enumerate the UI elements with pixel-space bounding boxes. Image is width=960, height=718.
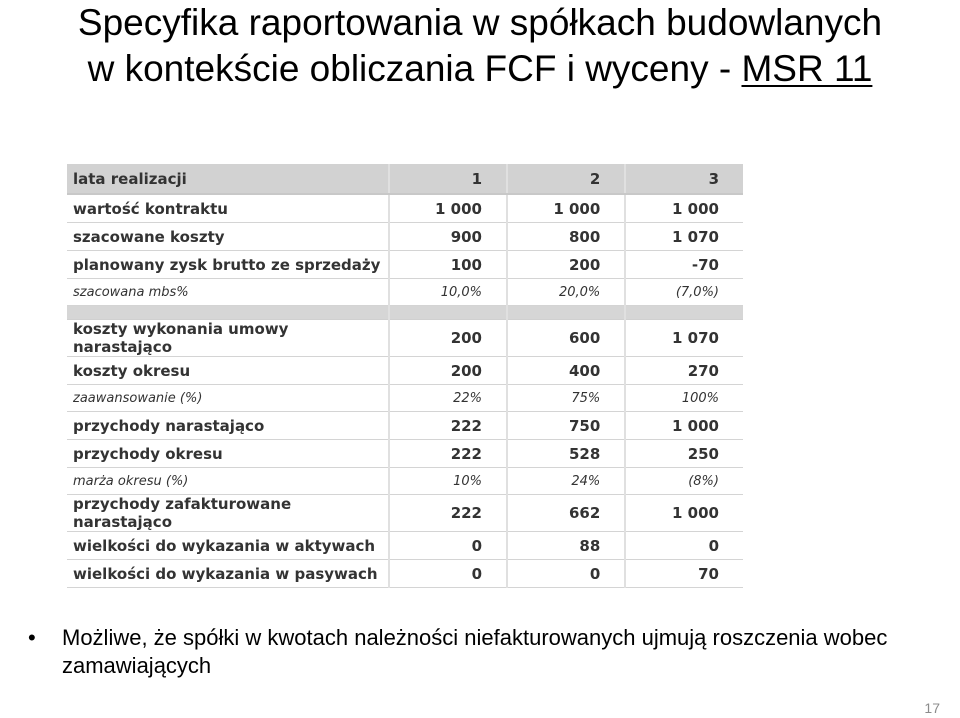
row-value: 1 000 <box>625 495 743 532</box>
row-value: 0 <box>389 560 507 588</box>
row-value: (8%) <box>625 468 743 495</box>
row-value: 1 070 <box>625 223 743 251</box>
row-value: 1 070 <box>625 320 743 357</box>
row-value: 0 <box>625 532 743 560</box>
row-value: 222 <box>389 412 507 440</box>
row-value: 200 <box>389 320 507 357</box>
row-value: 528 <box>507 440 625 468</box>
table-row <box>67 412 743 440</box>
row-label: wielkości do wykazania w pasywach <box>67 560 389 588</box>
title-line-2-prefix: w kontekście obliczania FCF i wyceny - <box>87 48 732 89</box>
row-value: 0 <box>389 532 507 560</box>
row-label: przychody narastająco <box>67 412 389 440</box>
table-row <box>67 223 743 251</box>
table-row <box>67 495 743 532</box>
row-label: przychody zafakturowane narastająco <box>67 495 389 532</box>
row-value: 200 <box>507 251 625 279</box>
row-value: 10% <box>389 468 507 495</box>
header-cell: 3 <box>625 164 743 194</box>
table-row <box>67 385 743 412</box>
row-label: przychody okresu <box>67 440 389 468</box>
row-value: 1 000 <box>389 194 507 223</box>
table-row <box>67 194 743 223</box>
header-cell: 1 <box>389 164 507 194</box>
row-value: -70 <box>625 251 743 279</box>
table-separator <box>67 306 743 320</box>
row-value: 750 <box>507 412 625 440</box>
title-line-1: Specyfika raportowania w spółkach budowlanych <box>77 2 883 43</box>
page-number: 17 <box>924 700 940 716</box>
table-header-row <box>67 164 743 194</box>
table-row <box>67 440 743 468</box>
header-cell: lata realizacji <box>67 164 389 194</box>
title-line-2 <box>0 46 960 92</box>
row-value: 20,0% <box>507 279 625 306</box>
table-row <box>67 560 743 588</box>
row-value: 222 <box>389 495 507 532</box>
table-row <box>67 357 743 385</box>
row-value: 88 <box>507 532 625 560</box>
row-label: zaawansowanie (%) <box>67 385 389 412</box>
row-value: 662 <box>507 495 625 532</box>
table-row <box>67 468 743 495</box>
row-label: wartość kontraktu <box>67 194 389 223</box>
row-label: marża okresu (%) <box>67 468 389 495</box>
title-msr-11: MSR 11 <box>741 48 873 89</box>
separator-cell <box>625 306 743 320</box>
separator-cell <box>507 306 625 320</box>
row-value: 600 <box>507 320 625 357</box>
row-value: 400 <box>507 357 625 385</box>
row-value: 24% <box>507 468 625 495</box>
table-row <box>67 279 743 306</box>
row-value: 200 <box>389 357 507 385</box>
row-value: (7,0%) <box>625 279 743 306</box>
row-label: koszty wykonania umowy narastająco <box>67 320 389 357</box>
row-value: 10,0% <box>389 279 507 306</box>
row-value: 0 <box>507 560 625 588</box>
row-label: koszty okresu <box>67 357 389 385</box>
row-label: planowany zysk brutto ze sprzedaży <box>67 251 389 279</box>
row-value: 75% <box>507 385 625 412</box>
row-label: szacowana mbs% <box>67 279 389 306</box>
row-value: 222 <box>389 440 507 468</box>
bullet-dot: • <box>28 625 36 650</box>
row-value: 1 000 <box>625 412 743 440</box>
slide-title <box>0 0 960 92</box>
header-cell: 2 <box>507 164 625 194</box>
row-value: 900 <box>389 223 507 251</box>
table-row <box>67 251 743 279</box>
row-value: 1 000 <box>625 194 743 223</box>
table-row <box>67 532 743 560</box>
contract-table-grid <box>67 164 743 588</box>
row-value: 250 <box>625 440 743 468</box>
row-label: szacowane koszty <box>67 223 389 251</box>
row-value: 22% <box>389 385 507 412</box>
table-row <box>67 320 743 357</box>
separator-cell <box>389 306 507 320</box>
bullet-text: Możliwe, że spółki w kwotach należności niefakturowanych ujmują roszczenia wobec zamawiających <box>62 625 888 678</box>
row-value: 270 <box>625 357 743 385</box>
row-value: 70 <box>625 560 743 588</box>
separator-cell <box>67 306 389 320</box>
row-value: 100 <box>389 251 507 279</box>
row-value: 800 <box>507 223 625 251</box>
row-value: 100% <box>625 385 743 412</box>
row-value: 1 000 <box>507 194 625 223</box>
row-label: wielkości do wykazania w aktywach <box>67 532 389 560</box>
contract-table <box>67 164 743 583</box>
